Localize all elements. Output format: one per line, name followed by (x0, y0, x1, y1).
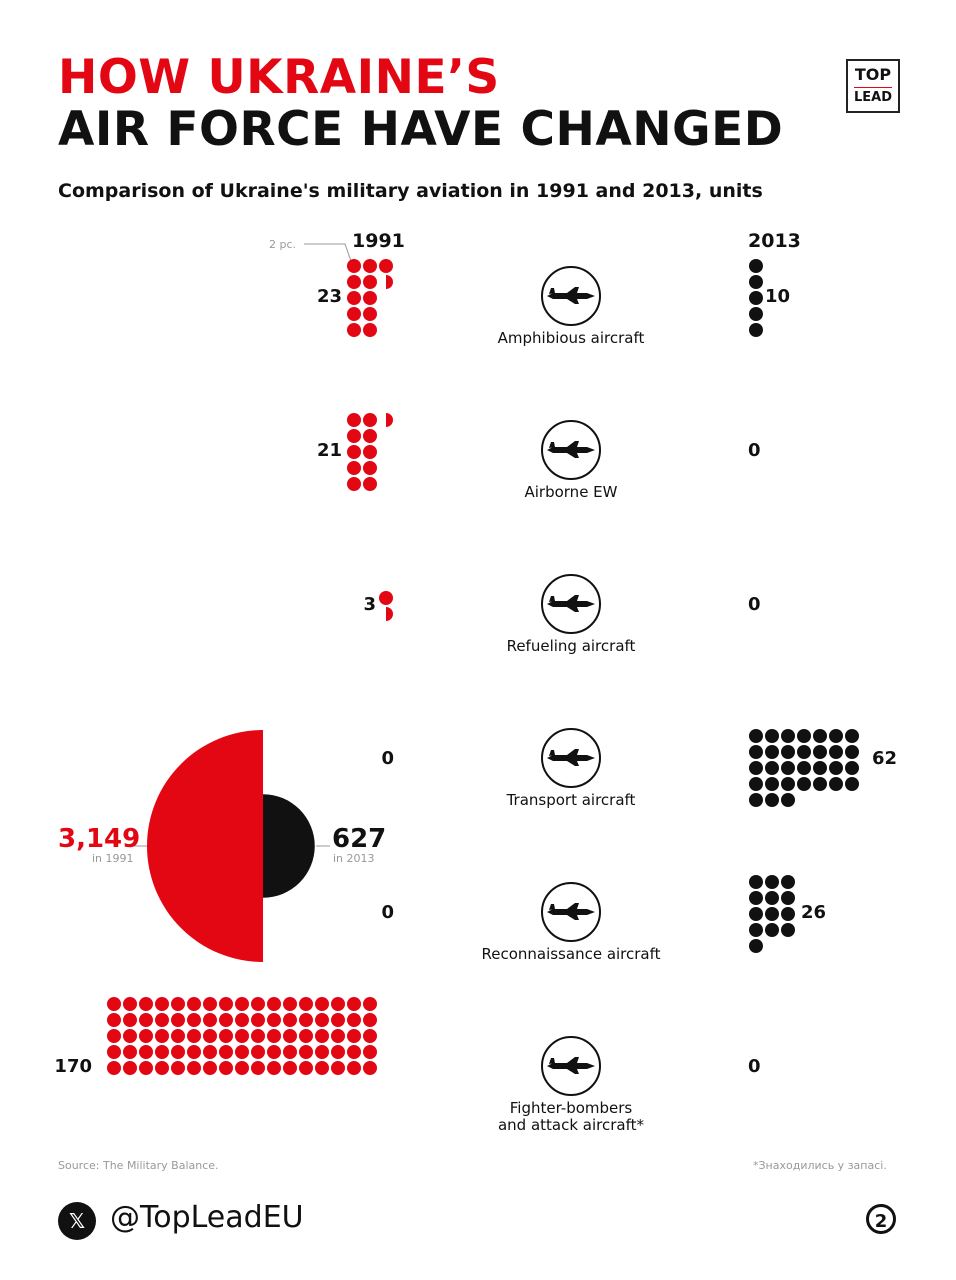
dot-2013 (797, 777, 811, 791)
total-1991-value: 3,149 (58, 824, 141, 854)
dot-1991 (267, 997, 281, 1011)
dot-1991 (315, 1029, 329, 1043)
dot-2013 (749, 777, 763, 791)
airborne-ew-aircraft-icon (542, 421, 600, 479)
dot-1991 (123, 1013, 137, 1027)
category-label: Refueling aircraft (506, 637, 636, 655)
dot-1991 (203, 1013, 217, 1027)
dot-1991 (235, 1013, 249, 1027)
dot-2013 (765, 875, 779, 889)
source-note: Source: The Military Balance. (58, 1159, 219, 1172)
dot-1991 (283, 1061, 297, 1075)
dot-2013 (749, 275, 763, 289)
value-1991: 170 (54, 1056, 92, 1077)
total-2013-half-circle (263, 794, 315, 898)
dot-2013 (845, 745, 859, 759)
year-header-2013: 2013 (748, 230, 801, 252)
dot-1991 (107, 1061, 121, 1075)
dot-1991 (379, 259, 393, 273)
dot-1991 (363, 445, 377, 459)
dot-2013 (781, 729, 795, 743)
dot-2013 (749, 729, 763, 743)
dot-1991 (347, 323, 361, 337)
dot-1991 (187, 1013, 201, 1027)
dot-2013 (797, 745, 811, 759)
dot-2013 (829, 777, 843, 791)
dot-1991 (363, 429, 377, 443)
dot-1991 (347, 997, 361, 1011)
dot-2013 (749, 259, 763, 273)
value-1991: 3 (363, 594, 376, 615)
dot-2013 (781, 793, 795, 807)
dot-2013 (749, 745, 763, 759)
dot-1991 (331, 997, 345, 1011)
dot-1991 (363, 275, 377, 289)
dot-1991 (123, 1029, 137, 1043)
dot-1991 (139, 1061, 153, 1075)
dot-1991 (299, 1029, 313, 1043)
dot-1991 (331, 1029, 345, 1043)
dot-1991 (347, 275, 361, 289)
dot-1991 (363, 259, 377, 273)
year-header-1991: 1991 (352, 230, 405, 252)
total-1991-label: in 1991 (92, 852, 134, 865)
dot-1991 (123, 1045, 137, 1059)
dot-2013 (781, 761, 795, 775)
dot-1991 (203, 1029, 217, 1043)
dot-2013 (749, 761, 763, 775)
total-1991-half-circle (147, 730, 263, 962)
fighter-bomber-icon (542, 1037, 600, 1095)
dot-1991 (347, 429, 361, 443)
dot-1991 (283, 1029, 297, 1043)
dot-1991 (363, 1061, 377, 1075)
dot-1991 (251, 1013, 265, 1027)
dot-1991 (107, 1029, 121, 1043)
value-2013: 0 (748, 1056, 761, 1077)
dot-1991 (347, 1013, 361, 1027)
dot-2013 (781, 907, 795, 921)
value-2013: 10 (765, 286, 791, 307)
dot-1991-half (386, 607, 393, 621)
dot-1991 (219, 997, 233, 1011)
dot-1991 (171, 1013, 185, 1027)
dot-1991 (251, 1045, 265, 1059)
category-label: Transport aircraft (506, 791, 636, 809)
dot-1991 (251, 997, 265, 1011)
dot-1991 (171, 1061, 185, 1075)
value-1991: 0 (381, 748, 394, 769)
dot-1991 (363, 1013, 377, 1027)
dot-1991 (363, 1029, 377, 1043)
dot-1991-half (386, 413, 393, 427)
dot-1991 (283, 1045, 297, 1059)
dot-1991 (219, 1013, 233, 1027)
total-2013-label: in 2013 (333, 852, 375, 865)
dot-1991 (251, 1061, 265, 1075)
dot-2013 (781, 777, 795, 791)
chart-subtitle: Comparison of Ukraine's military aviation in 1991 and 2013, units (58, 180, 763, 202)
dot-1991 (123, 997, 137, 1011)
dot-1991 (347, 413, 361, 427)
dot-1991 (379, 591, 393, 605)
dot-1991 (347, 307, 361, 321)
dot-1991 (155, 1061, 169, 1075)
dot-1991 (331, 1061, 345, 1075)
title-line-1: HOW UKRAINE’S (58, 50, 500, 105)
dot-1991 (299, 997, 313, 1011)
dot-1991 (235, 1045, 249, 1059)
dot-1991 (203, 1045, 217, 1059)
dot-2013 (765, 729, 779, 743)
value-2013: 0 (748, 440, 761, 461)
value-1991: 0 (381, 902, 394, 923)
dot-1991 (235, 997, 249, 1011)
dot-2013 (813, 745, 827, 759)
title-line-2: AIR FORCE HAVE CHANGED (58, 102, 784, 157)
dot-1991 (187, 1045, 201, 1059)
dot-1991 (251, 1029, 265, 1043)
dot-1991 (155, 1029, 169, 1043)
dot-1991 (139, 997, 153, 1011)
transport-aircraft-icon (542, 729, 600, 787)
dot-1991 (363, 997, 377, 1011)
footnote: *Знаходились у запасі. (753, 1159, 887, 1172)
page-number: 2 (866, 1204, 896, 1234)
dot-1991 (139, 1045, 153, 1059)
dot-1991 (139, 1013, 153, 1027)
dot-1991 (347, 1045, 361, 1059)
reconnaissance-aircraft-icon (542, 883, 600, 941)
category-label: Reconnaissance aircraft (481, 945, 661, 963)
dot-1991 (155, 1045, 169, 1059)
dot-1991 (139, 1029, 153, 1043)
dot-1991 (299, 1013, 313, 1027)
dot-2013 (797, 729, 811, 743)
dot-1991 (315, 997, 329, 1011)
dot-2013 (749, 307, 763, 321)
dot-2013 (765, 793, 779, 807)
dot-2013 (749, 323, 763, 337)
dot-2013 (749, 891, 763, 905)
dot-2013 (749, 939, 763, 953)
dot-1991 (363, 291, 377, 305)
dot-1991 (363, 477, 377, 491)
dot-1991 (299, 1061, 313, 1075)
dot-1991 (347, 1061, 361, 1075)
value-1991: 23 (316, 286, 342, 307)
value-2013: 0 (748, 594, 761, 615)
value-1991: 21 (316, 440, 342, 461)
dot-1991 (347, 477, 361, 491)
dot-2013 (765, 761, 779, 775)
dot-1991 (171, 1029, 185, 1043)
dot-2013 (749, 875, 763, 889)
dot-1991 (347, 461, 361, 475)
dot-2013 (749, 291, 763, 305)
dot-1991 (363, 323, 377, 337)
dot-2013 (765, 907, 779, 921)
dot-2013 (765, 891, 779, 905)
dot-1991 (283, 1013, 297, 1027)
dot-2013 (781, 875, 795, 889)
dot-1991 (267, 1013, 281, 1027)
refueling-aircraft-icon (542, 575, 600, 633)
dot-1991 (187, 1029, 201, 1043)
category-label: Amphibious aircraft (497, 329, 645, 347)
logo-bottom-text: LEAD (853, 90, 893, 105)
category-label: Airborne EW (524, 483, 618, 501)
dot-1991 (155, 1013, 169, 1027)
dot-1991 (107, 1013, 121, 1027)
dot-1991 (315, 1045, 329, 1059)
dot-1991 (331, 1013, 345, 1027)
dot-2013 (781, 923, 795, 937)
dot-1991 (123, 1061, 137, 1075)
dot-1991 (283, 997, 297, 1011)
amphibious-aircraft-icon (542, 267, 600, 325)
dot-1991 (203, 997, 217, 1011)
dot-2013 (829, 761, 843, 775)
dot-2013 (829, 729, 843, 743)
dot-1991 (299, 1045, 313, 1059)
dot-2013 (765, 923, 779, 937)
dot-1991 (171, 997, 185, 1011)
dot-1991 (107, 997, 121, 1011)
dot-2013 (781, 745, 795, 759)
x-logo-icon: 𝕏 (58, 1202, 96, 1240)
dot-1991 (347, 445, 361, 459)
dot-1991 (187, 1061, 201, 1075)
dot-1991 (363, 413, 377, 427)
dot-1991 (171, 1045, 185, 1059)
dot-1991 (187, 997, 201, 1011)
dot-2013 (749, 907, 763, 921)
dot-legend-leader (304, 244, 352, 264)
total-2013-value: 627 (332, 824, 387, 854)
dot-2013 (797, 761, 811, 775)
dot-1991-half (386, 275, 393, 289)
dot-1991 (155, 997, 169, 1011)
dot-1991 (235, 1061, 249, 1075)
dot-1991 (107, 1045, 121, 1059)
social-handle: @TopLeadEU (110, 1200, 304, 1235)
dot-1991 (235, 1029, 249, 1043)
dot-2013 (765, 745, 779, 759)
dot-2013 (845, 729, 859, 743)
dot-2013 (781, 891, 795, 905)
dot-1991 (203, 1061, 217, 1075)
dot-2013 (765, 777, 779, 791)
logo-top-text: TOP (854, 65, 892, 84)
dot-2013 (813, 761, 827, 775)
dot-1991 (267, 1061, 281, 1075)
value-2013: 62 (872, 748, 898, 769)
dot-2013 (845, 761, 859, 775)
dot-1991 (331, 1045, 345, 1059)
dot-1991 (219, 1045, 233, 1059)
dot-1991 (315, 1013, 329, 1027)
dot-2013 (749, 923, 763, 937)
dot-1991 (315, 1061, 329, 1075)
dot-1991 (347, 259, 361, 273)
value-2013: 26 (801, 902, 827, 923)
dot-2013 (829, 745, 843, 759)
dot-1991 (267, 1045, 281, 1059)
dot-1991 (219, 1061, 233, 1075)
dot-legend-label: 2 pc. (269, 238, 297, 251)
dot-1991 (347, 1029, 361, 1043)
dot-2013 (749, 793, 763, 807)
dot-2013 (813, 729, 827, 743)
dot-1991 (363, 461, 377, 475)
dot-1991 (363, 307, 377, 321)
category-label: Fighter-bombers and attack aircraft* (497, 1099, 645, 1134)
dot-1991 (219, 1029, 233, 1043)
dot-1991 (267, 1029, 281, 1043)
dot-1991 (363, 1045, 377, 1059)
dot-2013 (845, 777, 859, 791)
dot-1991 (347, 291, 361, 305)
dot-2013 (813, 777, 827, 791)
